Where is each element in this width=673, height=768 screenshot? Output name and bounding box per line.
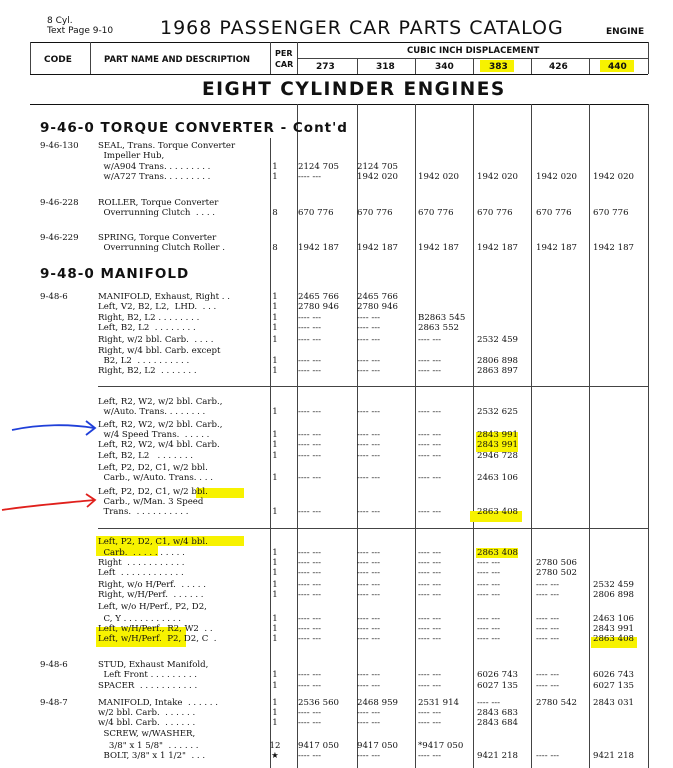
row-description: Right, w/2 bbl. Carb. . . . . [98,335,214,345]
header-col-rule [531,58,532,74]
row-per-car: 1 [272,313,278,323]
row-description: Left, P2, D2, C1, w/2 bbl. [98,487,208,497]
row-part-number: 670 776 [536,208,572,218]
row-per-car: 1 [272,558,278,568]
body-col-rule [473,104,474,768]
row-part-number: 2843 991 [477,430,519,440]
row-description: Left, R2, W2, w/2 bbl. Carb., [98,397,223,407]
row-part-number: ---- --- [298,614,322,624]
row-part-number: ---- --- [418,670,442,680]
row-description: Left, w/H/Perf. P2, D2, C . [98,634,217,644]
row-code: 9-48-6 [40,660,68,670]
row-description: Left, R2, W2, w/4 bbl. Carb. [98,440,220,450]
row-part-number: 1942 187 [357,243,399,253]
row-description: MANIFOLD, Intake . . . . . . [98,698,218,708]
row-part-number: ---- --- [298,568,322,578]
row-description: Carb., w/Auto. Trans. . . . [98,473,213,483]
col-header-car: CAR [275,60,294,69]
row-description: Left, w/o H/Perf., P2, D2, [98,602,207,612]
row-part-number: ---- --- [477,558,501,568]
section-manifold: 9-48-0 MANIFOLD [40,266,190,282]
row-part-number: ---- --- [418,590,442,600]
row-part-number: 1942 020 [593,172,635,182]
row-description: SPRING, Torque Converter [98,233,217,243]
col-header-part-name: PART NAME AND DESCRIPTION [104,55,251,65]
row-part-number: 670 776 [593,208,629,218]
col-header-318: 318 [376,62,395,72]
row-description: Left, B2, L2 . . . . . . . . [98,323,196,333]
row-description: Left, V2, B2, L2, LHD. . . . [98,302,217,312]
blue-arrow-head [86,421,95,435]
row-part-number: 2780 506 [536,558,578,568]
row-part-number: ---- --- [536,590,560,600]
row-description: 3/8" x 1 5/8" . . . . . . [98,741,199,751]
row-part-number: 6027 135 [477,681,519,691]
row-part-number: ---- --- [357,624,381,634]
row-per-car: ★ [271,751,279,761]
row-description: Carb., w/Man. 3 Speed [98,497,204,507]
row-part-number: ---- --- [357,451,381,461]
row-part-number: ---- --- [357,751,381,761]
row-part-number: 670 776 [477,208,513,218]
row-description: Right, B2, L2 . . . . . . . [98,366,197,376]
row-part-number: ---- --- [298,366,322,376]
row-part-number: 2843 031 [593,698,635,708]
row-description: Right, B2, L2 . . . . . . . . [98,313,200,323]
row-part-number: ---- --- [357,718,381,728]
row-part-number: 6026 743 [477,670,519,680]
row-per-car: 1 [272,548,278,558]
row-part-number: 2843 991 [593,624,635,634]
row-per-car: 1 [272,172,278,182]
header-bottom-rule [30,74,648,75]
row-part-number: ---- --- [298,681,322,691]
row-part-number: ---- --- [357,548,381,558]
row-per-car: 1 [272,614,278,624]
header-col-rule [473,58,474,74]
row-part-number: 2863 552 [418,323,460,333]
row-part-number: ---- --- [357,473,381,483]
header-border [297,42,298,74]
row-part-number: ---- --- [418,751,442,761]
col-header-340: 340 [435,62,454,72]
page-title: 1968 PASSENGER CAR PARTS CATALOG [160,17,564,39]
row-part-number: 1942 187 [536,243,578,253]
row-part-number: 2863 408 [477,507,519,517]
header-col-rule [415,58,416,74]
row-part-number: ---- --- [357,558,381,568]
row-part-number: 2843 991 [477,440,519,450]
row-description: ROLLER, Torque Converter [98,198,219,208]
col-header-code: CODE [44,55,72,65]
row-description: w/2 bbl. Carb. . . . . . . [98,708,196,718]
row-part-number: 6026 743 [593,670,635,680]
row-part-number: 9421 218 [593,751,635,761]
row-part-number: ---- --- [357,430,381,440]
row-part-number: ---- --- [418,440,442,450]
row-part-number: 2532 625 [477,407,519,417]
row-part-number: ---- --- [298,580,322,590]
row-part-number: ---- --- [298,451,322,461]
row-part-number: ---- --- [536,670,560,680]
row-per-car: 1 [272,473,278,483]
row-part-number: 2465 766 [357,292,399,302]
row-description: Left, R2, W2, w/2 bbl. Carb., [98,420,223,430]
row-per-car: 1 [272,335,278,345]
row-per-car: 12 [269,741,281,751]
row-part-number: ---- --- [418,366,442,376]
row-per-car: 1 [272,366,278,376]
group-divider [98,386,648,387]
row-description: SEAL, Trans. Torque Converter [98,141,236,151]
row-per-car: 1 [272,507,278,517]
row-part-number: ---- --- [298,590,322,600]
row-part-number: ---- --- [477,614,501,624]
row-part-number: 2124 705 [298,162,340,172]
row-description: w/4 Speed Trans. . . . . . [98,430,210,440]
row-description: Left, P2, D2, C1, w/2 bbl. [98,463,208,473]
row-part-number: 2124 705 [357,162,399,172]
row-part-number: ---- --- [298,634,322,644]
red-arrow [2,500,94,510]
row-part-number: ---- --- [298,624,322,634]
row-part-number: 9417 050 [357,741,399,751]
row-description: Left Front . . . . . . . . . [98,670,198,680]
col-header-440: 440 [608,62,627,72]
row-part-number: 670 776 [418,208,454,218]
row-part-number: ---- --- [536,751,560,761]
row-part-number: ---- --- [536,634,560,644]
row-part-number: ---- --- [298,407,322,417]
row-part-number: 2465 766 [298,292,340,302]
banner-heading: EIGHT CYLINDER ENGINES [202,79,506,100]
row-part-number: ---- --- [418,356,442,366]
row-per-car: 1 [272,356,278,366]
row-description: Right . . . . . . . . . . . [98,558,185,568]
row-part-number: ---- --- [357,366,381,376]
row-description: w/A904 Trans. . . . . . . . . [98,162,211,172]
row-part-number: ---- --- [357,507,381,517]
row-code: 9-48-7 [40,698,68,708]
header-col-rule [589,58,590,74]
row-part-number: ---- --- [477,580,501,590]
row-part-number: ---- --- [357,335,381,345]
row-description: Right, w/H/Perf. . . . . . . [98,590,204,600]
blue-arrow [12,425,94,430]
row-description: C, Y . . . . . . . . . . . [98,614,181,624]
row-description: BOLT, 3/8" x 1 1/2" . . . [98,751,206,761]
header-left-line1: 8 Cyl. [47,16,73,26]
row-part-number: ---- --- [298,708,322,718]
col-header-273: 273 [316,62,335,72]
row-part-number: 2843 684 [477,718,519,728]
row-part-number: ---- --- [298,172,322,182]
row-part-number: 2946 728 [477,451,519,461]
row-description: Overrunning Clutch Roller . [98,243,225,253]
row-part-number: ---- --- [418,407,442,417]
header-border [270,42,271,74]
row-part-number: ---- --- [418,708,442,718]
row-part-number: ---- --- [298,718,322,728]
row-part-number: ---- --- [477,590,501,600]
header-border [90,42,91,74]
row-description: Carb. . . . . . . . . . . [98,548,185,558]
row-part-number: 2532 459 [477,335,519,345]
row-part-number: 1942 020 [418,172,460,182]
row-part-number: ---- --- [418,614,442,624]
row-part-number: ---- --- [357,634,381,644]
row-part-number: ---- --- [357,708,381,718]
row-part-number: 1942 187 [418,243,460,253]
row-part-number: ---- --- [418,681,442,691]
row-part-number: ---- --- [418,451,442,461]
row-per-car: 1 [272,162,278,172]
row-part-number: 2463 106 [593,614,635,624]
row-description: SPACER . . . . . . . . . . . [98,681,198,691]
group-divider [98,528,648,529]
row-part-number: ---- --- [418,718,442,728]
row-part-number: 2806 898 [593,590,635,600]
row-code: 9-46-229 [40,233,79,243]
row-part-number: ---- --- [418,507,442,517]
header-border [30,42,31,74]
row-description: Left, P2, D2, C1, w/4 bbl. [98,537,208,547]
row-description: Right, w/o H/Perf. . . . . . [98,580,206,590]
row-part-number: 9421 218 [477,751,519,761]
body-col-rule [589,104,590,768]
row-part-number: ---- --- [357,313,381,323]
row-per-car: 1 [272,451,278,461]
row-per-car: 1 [272,580,278,590]
row-description: Right, w/4 bbl. Carb. except [98,346,221,356]
row-part-number: 2468 959 [357,698,399,708]
row-part-number: 1942 187 [298,243,340,253]
row-description: Left, w/H/Perf., R2, W2 . . [98,624,213,634]
row-per-car: 1 [272,302,278,312]
row-part-number: ---- --- [536,624,560,634]
row-part-number: ---- --- [418,558,442,568]
row-part-number: ---- --- [477,624,501,634]
header-col-rule [357,58,358,74]
header-border [648,42,649,74]
row-part-number: ---- --- [418,548,442,558]
row-part-number: ---- --- [357,407,381,417]
row-part-number: ---- --- [298,670,322,680]
row-part-number: ---- --- [477,568,501,578]
row-part-number: ---- --- [357,681,381,691]
row-part-number: ---- --- [357,590,381,600]
col-header-per: PER [275,49,293,58]
row-part-number: ---- --- [298,473,322,483]
row-part-number: ---- --- [298,356,322,366]
row-per-car: 1 [272,718,278,728]
row-part-number: 670 776 [298,208,334,218]
row-per-car: 1 [272,430,278,440]
row-part-number: ---- --- [357,580,381,590]
row-part-number: ---- --- [298,323,322,333]
row-description: w/4 bbl. Carb. . . . . . . [98,718,196,728]
row-part-number: ---- --- [298,558,322,568]
row-part-number: ---- --- [357,568,381,578]
row-part-number: ---- --- [418,430,442,440]
header-left-line2: Text Page 9-10 [47,26,114,36]
row-per-car: 1 [272,568,278,578]
row-part-number: 1942 187 [477,243,519,253]
row-part-number: ---- --- [418,624,442,634]
row-per-car: 1 [272,440,278,450]
row-part-number: 2863 897 [477,366,519,376]
row-per-car: 1 [272,681,278,691]
row-part-number: ---- --- [357,356,381,366]
row-description: Trans. . . . . . . . . . . [98,507,189,517]
row-part-number: 1942 020 [357,172,399,182]
row-part-number: ---- --- [298,507,322,517]
row-description: B2, L2 . . . . . . . . . . [98,356,190,366]
row-per-car: 1 [272,634,278,644]
row-part-number: 2780 946 [298,302,340,312]
row-part-number: 1942 020 [536,172,578,182]
header-right-label: ENGINE [606,27,645,37]
row-per-car: 1 [272,708,278,718]
body-col-rule [531,104,532,768]
row-part-number: ---- --- [477,634,501,644]
row-part-number: 2863 408 [593,634,635,644]
cid-title: CUBIC INCH DISPLACEMENT [407,46,540,56]
row-per-car: 1 [272,292,278,302]
row-part-number: 2780 542 [536,698,578,708]
row-part-number: *9417 050 [418,741,464,751]
row-description: Left, B2, L2 . . . . . . . [98,451,194,461]
row-description: STUD, Exhaust Manifold, [98,660,209,670]
col-header-383: 383 [489,62,508,72]
row-part-number: ---- --- [357,440,381,450]
row-part-number: 1942 187 [593,243,635,253]
row-part-number: ---- --- [418,580,442,590]
row-part-number: 2780 502 [536,568,578,578]
row-code: 9-46-228 [40,198,79,208]
row-per-car: 1 [272,323,278,333]
body-col-rule [415,104,416,768]
row-part-number: 6027 135 [593,681,635,691]
section-torque-converter: 9-46-0 TORQUE CONVERTER - Cont'd [40,120,348,136]
row-per-car: 1 [272,407,278,417]
row-description: w/Auto. Trans. . . . . . . . [98,407,206,417]
row-part-number: ---- --- [477,698,501,708]
row-part-number: ---- --- [418,568,442,578]
row-part-number: ---- --- [418,634,442,644]
body-col-rule [648,104,649,768]
row-part-number: 2863 408 [477,548,519,558]
row-part-number: 2531 914 [418,698,460,708]
row-per-car: 1 [272,624,278,634]
row-part-number: 2843 683 [477,708,519,718]
row-description: w/A727 Trans. . . . . . . . . [98,172,211,182]
row-part-number: ---- --- [298,751,322,761]
header-top-rule [30,42,648,43]
row-part-number: 2536 560 [298,698,340,708]
row-part-number: 2780 946 [357,302,399,312]
col-header-426: 426 [549,62,568,72]
row-part-number: ---- --- [418,335,442,345]
row-per-car: 8 [272,243,278,253]
row-part-number: ---- --- [357,670,381,680]
row-part-number: ---- --- [536,614,560,624]
row-part-number: 670 776 [357,208,393,218]
row-description: Impeller Hub, [98,151,165,161]
row-part-number: ---- --- [357,323,381,333]
row-part-number: ---- --- [298,430,322,440]
row-part-number: 2532 459 [593,580,635,590]
row-per-car: 1 [272,590,278,600]
row-part-number: ---- --- [298,313,322,323]
row-part-number: ---- --- [536,681,560,691]
row-part-number: ---- --- [298,548,322,558]
row-description: MANIFOLD, Exhaust, Right . . [98,292,230,302]
banner-rule [30,104,648,105]
row-part-number: ---- --- [298,335,322,345]
row-code: 9-46-130 [40,141,79,151]
row-per-car: 1 [272,670,278,680]
row-code: 9-48-6 [40,292,68,302]
row-part-number: 2806 898 [477,356,519,366]
red-arrow-head [86,494,95,507]
row-part-number: ---- --- [298,440,322,450]
row-per-car: 1 [272,698,278,708]
row-part-number: ---- --- [418,473,442,483]
row-part-number: ---- --- [357,614,381,624]
row-part-number: 9417 050 [298,741,340,751]
row-part-number: ---- --- [536,580,560,590]
row-part-number: 1942 020 [477,172,519,182]
row-per-car: 8 [272,208,278,218]
row-description: Overrunning Clutch . . . . [98,208,216,218]
row-part-number: B2863 545 [418,313,466,323]
row-part-number: 2463 106 [477,473,519,483]
row-description: Left . . . . . . . . . . . . [98,568,184,578]
row-description: SCREW, w/WASHER, [98,729,196,739]
